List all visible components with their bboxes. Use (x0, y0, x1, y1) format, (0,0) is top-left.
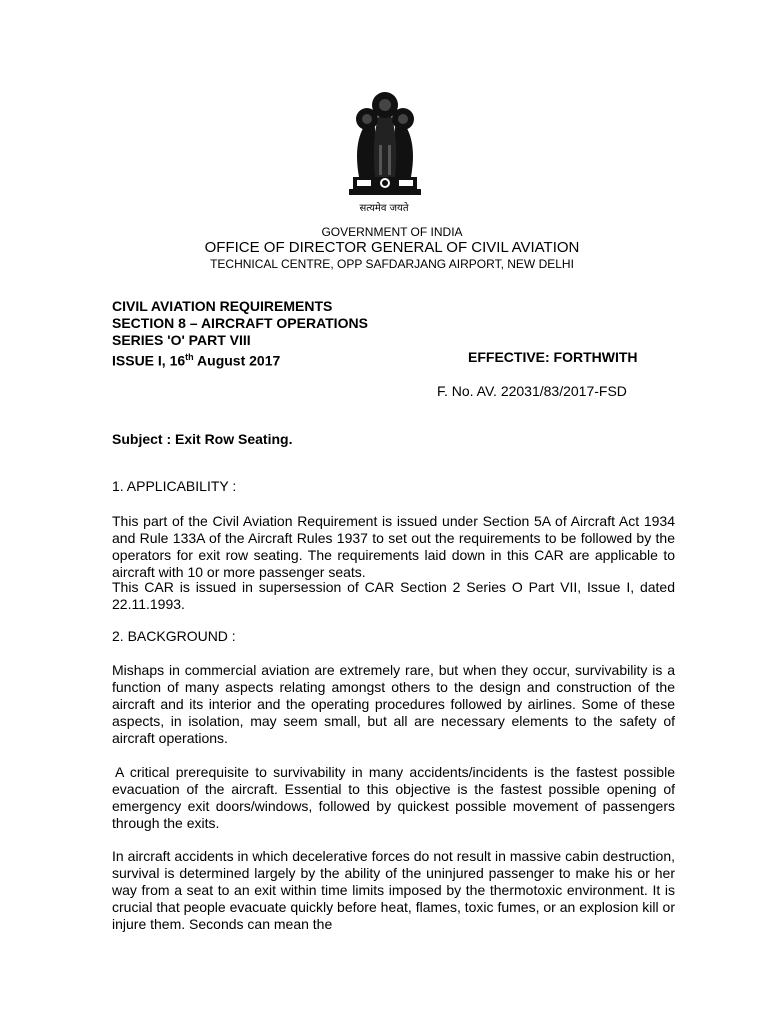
car-section: SECTION 8 – AIRCRAFT OPERATIONS (112, 315, 368, 331)
issue-suffix: August 2017 (193, 352, 281, 369)
effective-date: EFFECTIVE: FORTHWITH (468, 349, 638, 365)
background-paragraph-3: In aircraft accidents in which decelerative forces do not result in massive cabin destruction, survival is determined largely by the ability of the uninjured passenger to make his or her way from a seat to an exit within time limits imposed by the thermotoxic environment. It is crucial that people evacuate quickly before heat, flames, toxic fumes, or an explosion kill or injure them. Seconds can mean the (112, 848, 675, 932)
file-number: F. No. AV. 22031/83/2017-FSD (437, 383, 627, 399)
applicability-paragraph-2: This CAR is issued in supersession of CAR Section 2 Series O Part VII, Issue I, dated 22.11.1993. (112, 579, 675, 612)
background-heading: 2. BACKGROUND : (112, 628, 236, 644)
car-title: CIVIL AVIATION REQUIREMENTS (112, 298, 333, 314)
background-paragraph-2: A critical prerequisite to survivability in many accidents/incidents is the fastest possible evacuation of the aircraft. Essential to this objective is the fastest possible opening of emergency exit doors/windows, followed by quickest possible movement of passengers through the exits. (112, 764, 675, 831)
issue-prefix: ISSUE I, 16 (112, 352, 186, 369)
centre-line: TECHNICAL CENTRE, OPP SAFDARJANG AIRPORT, NEW DELHI (210, 257, 574, 271)
issue-superscript: th (185, 352, 194, 362)
applicability-heading: 1. APPLICABILITY : (112, 478, 237, 494)
applicability-paragraph-1: This part of the Civil Aviation Requirement is issued under Section 5A of Aircraft Act 1934 and Rule 133A of the Aircraft Rules 1937 to set out the requirements to be followed by the operators for exit row seating. The requirements laid down in this CAR are applicable to aircraft with 10 or more passenger seats. (112, 513, 675, 580)
car-issue (112, 349, 280, 370)
emblem-motto: सत्यमेव जयते (359, 203, 409, 214)
car-series: SERIES 'O' PART VIII (112, 332, 251, 348)
background-paragraph-1: Mishaps in commercial aviation are extremely rare, but when they occur, survivability is a function of many aspects relating amongst others to the design and construction of the aircraft and its interior and the operating procedures followed by airlines. Some of these aspects, in isolation, may seem small, but all are necessary elements to the safety of aircraft operations. (112, 662, 675, 746)
office-line: OFFICE OF DIRECTOR GENERAL OF CIVIL AVIATION (204, 239, 580, 256)
subject-line: Subject : Exit Row Seating. (112, 431, 293, 447)
government-line: GOVERNMENT OF INDIA (321, 225, 463, 239)
